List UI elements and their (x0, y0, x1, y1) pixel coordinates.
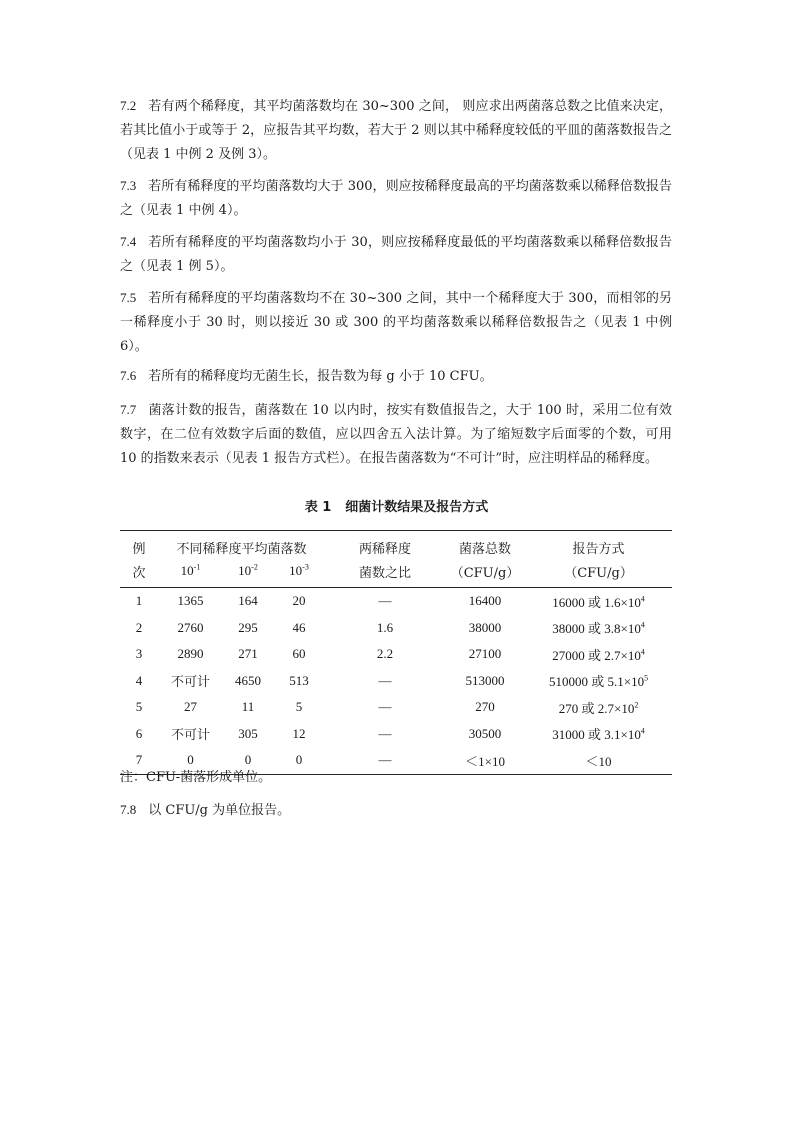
cell-case: 5 (135, 699, 143, 715)
header-report-unit: （CFU/g） (525, 559, 672, 588)
table-caption-title: 细菌计数结果及报告方式 (345, 500, 489, 515)
paragraph-7-2 (120, 94, 672, 167)
cell-report: ＜10 (525, 747, 672, 774)
table-caption (0, 496, 793, 515)
header-dilution-2: $10^{-2}$ (223, 559, 273, 588)
cell-case: 6 (135, 725, 143, 741)
cell-dilution-1: 1365 (177, 593, 204, 609)
cell-ratio: 2.2 (376, 646, 394, 662)
section-number: 7.7 (120, 402, 137, 417)
section-number: 7.5 (120, 290, 137, 305)
header-report: 报告方式 (525, 531, 672, 560)
cell-report: 16000 或 $1.6\times 10^4$ (552, 594, 645, 610)
cell-ratio: 1.6 (376, 619, 394, 635)
cell-dilution-2: 164 (238, 593, 258, 609)
cell-total: 30500 (468, 725, 502, 741)
cell-case: 4 (135, 672, 143, 688)
table-note: 注：CFU-菌落形成单位。 (120, 770, 272, 785)
cell-dilution-3: 12 (292, 725, 306, 741)
cell-ratio: — (325, 747, 445, 774)
section-number: 7.8 (120, 802, 137, 817)
cell-case: 3 (135, 646, 143, 662)
cell-dilution-3: 5 (295, 699, 303, 715)
cell-dilution-3: 20 (292, 593, 306, 609)
paragraph-7-7 (120, 398, 672, 471)
section-number: 7.3 (120, 178, 137, 193)
table-header-row (120, 531, 672, 560)
cell-dilution-1: 不可计 (170, 674, 210, 690)
paragraph-text: 若所有稀释度的平均菌落数均大于 300，则应按稀释度最高的平均菌落数乘以稀释倍数报告之（见表 1 中例 4）。 (120, 179, 672, 218)
header-dilution-1: $10^{-1}$ (158, 559, 223, 588)
paragraph-text: 以 CFU/g 为单位报告。 (148, 803, 291, 818)
cell-case: 2 (135, 619, 143, 635)
paragraph-7-3 (120, 174, 672, 223)
cell-dilution-2: 4650 (235, 672, 261, 688)
cell-dilution-2: 271 (238, 646, 258, 662)
cell-dilution-1: 27 (184, 699, 197, 715)
cell-dilution-3: 46 (292, 619, 306, 635)
cell-ratio: — (378, 593, 392, 609)
paragraph-text: 若所有稀释度的平均菌落数均不在 30~300 之间，其中一个稀释度大于 300，而相邻的另一稀释度小于 30 时，则以接近 30 或 300 的平均菌落数乘以稀释倍数报告之（见表 1 中例 6）。 (120, 291, 672, 354)
header-total-unit: （CFU/g） (445, 559, 525, 588)
cell-total: 27100 (468, 646, 502, 662)
cell-report: 270 或 $2.7\times 10^2$ (558, 700, 639, 716)
cell-dilution-2: 0 (223, 747, 273, 774)
cell-dilution-2: 305 (238, 725, 258, 741)
header-dilution-group: 不同稀释度平均菌落数 (158, 531, 325, 560)
cell-report: 510000 或 $5.1\times 10^5$ (548, 673, 649, 690)
paragraph-7-6 (120, 364, 672, 389)
paragraph-text: 若所有稀释度的平均菌落数均小于 30，则应按稀释度最低的平均菌落数乘以稀释倍数报告之（见表 1 例 5）。 (120, 235, 672, 274)
paragraph-text: 若所有的稀释度均无菌生长，报告数为每 g 小于 10 CFU。 (148, 369, 493, 384)
section-number: 7.4 (120, 234, 137, 249)
header-ratio: 两稀释度 (325, 531, 445, 560)
section-number: 7.2 (120, 98, 137, 113)
cell-dilution-3: 513 (289, 672, 309, 688)
table-row (120, 588, 672, 615)
cell-report: 27000 或 $2.7\times 10^4$ (552, 647, 645, 663)
header-case: 例 (120, 531, 158, 560)
cell-dilution-1: 2760 (177, 619, 204, 635)
paragraph-text: 菌落计数的报告，菌落数在 10 以内时，按实有数值报告之，大于 100 时，采用二位有效数字，在二位有效数字后面的数值，应以四舍五入法计算。为了缩短数字后面零的个数，可用 10 的指数来表示（见表 1 报告方式栏）。在报告菌落数为“不可计”时，应注明样品的稀释度。 (120, 403, 672, 466)
cell-total: ＜1×10 (445, 747, 525, 774)
paragraph-text: 若有两个稀释度，其平均菌落数均在 30~300 之间， 则应求出两菌落总数之比值来决定，若其比值小于或等于 2，应报告其平均数，若大于 2 则以其中稀释度较低的平皿的菌落数报告之（见表 1 中例 2 及例 3）。 (120, 99, 672, 162)
cell-case: 7 (120, 747, 158, 774)
cell-case: 1 (135, 593, 143, 609)
cell-ratio: — (378, 699, 392, 715)
cell-total: 270 (475, 699, 495, 715)
cell-report: 38000 或 $3.8\times 10^4$ (552, 620, 645, 637)
cell-ratio: — (378, 725, 392, 741)
section-number: 7.6 (120, 368, 137, 383)
bacteria-count-table (120, 530, 672, 775)
header-dilution-3: $10^{-3}$ (273, 559, 325, 588)
table-caption-number: 表 1 (304, 500, 332, 515)
paragraph-7-8 (120, 798, 672, 823)
table-row (120, 641, 672, 668)
table-row (120, 694, 672, 721)
cell-dilution-3: 0 (273, 747, 325, 774)
cell-total: 38000 (468, 619, 502, 635)
table-subheader-row (120, 559, 672, 588)
cell-total: 16400 (468, 593, 502, 609)
cell-dilution-1: 不可计 (170, 727, 210, 743)
cell-dilution-2: 295 (238, 619, 258, 635)
cell-dilution-1: 2890 (177, 646, 204, 662)
cell-ratio: — (378, 672, 392, 688)
cell-dilution-2: 11 (241, 699, 255, 715)
paragraph-7-5 (120, 286, 672, 359)
header-ratio-sub: 菌数之比 (325, 559, 445, 588)
cell-dilution-3: 60 (292, 646, 306, 662)
cell-total: 513000 (465, 672, 505, 688)
paragraph-7-4 (120, 230, 672, 279)
cell-dilution-1: 0 (158, 747, 223, 774)
header-case-sub: 次 (120, 559, 158, 588)
table-row (120, 721, 672, 748)
cell-report: 31000 或 $3.1\times 10^4$ (552, 726, 645, 743)
header-total: 菌落总数 (445, 531, 525, 560)
table-row (120, 668, 672, 695)
table-row (120, 615, 672, 642)
